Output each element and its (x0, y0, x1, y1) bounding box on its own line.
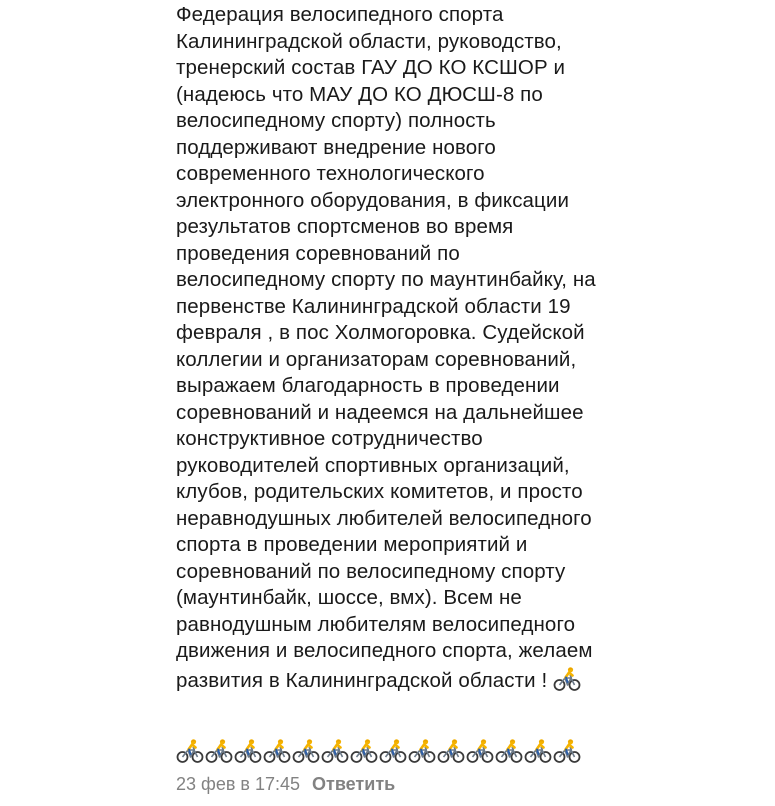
comment-text-line: современного технологического (176, 162, 485, 185)
comment-text-line: Калининградской области, руководство, (176, 29, 562, 53)
comment-text-line: поддерживают внедрение нового (176, 135, 496, 159)
person-mountain-biking-icon (176, 737, 204, 765)
person-mountain-biking-icon (495, 737, 523, 765)
comment-text-line: конструктивное сотрудничество (176, 427, 483, 450)
comment-text-line: соревнований по велосипедному спорту (176, 559, 566, 583)
comment-text-line: (маунтинбайк, шоссе, вмх). Всем не (176, 586, 522, 609)
comment-text-line: Федерация велосипедного спорта (176, 3, 504, 26)
comment-text-line: руководителей спортивных организаций, (176, 453, 570, 477)
comment-text-line: (надеюсь что МАУ ДО КО ДЮСШ-8 по (176, 82, 543, 106)
comment-text (176, 2, 656, 700)
comment-text-line: спорта в проведении мероприятий и (176, 533, 528, 556)
comment-text-line: неравнодушных любителей велосипедного (176, 506, 592, 530)
reply-button[interactable]: Ответить (312, 774, 396, 794)
person-mountain-biking-icon (524, 737, 552, 765)
person-mountain-biking-icon (379, 737, 407, 765)
comment-text-line: равнодушным любителям велосипедного (176, 612, 576, 636)
comment-text-line: велосипедному спорту по маунтинбайку, на (176, 268, 596, 291)
comment-text-line: соревнований и надеемся на дальнейшее (176, 400, 584, 424)
comment-text-line: тренерский состав ГАУ ДО КО КСШОР и (176, 56, 566, 79)
person-mountain-biking-icon (263, 737, 291, 765)
comment-text-line: электронного оборудования, в фиксации (176, 188, 569, 212)
comment-text-line: велосипедному спорту) полность (176, 109, 496, 132)
comment-meta (176, 772, 395, 796)
avatar-gutter (0, 0, 160, 806)
comment-text-line: клубов, родительских комитетов, и просто (176, 480, 583, 503)
person-mountain-biking-icon (553, 665, 581, 701)
person-mountain-biking-icon (408, 737, 436, 765)
person-mountain-biking-icon (350, 737, 378, 765)
person-mountain-biking-icon (553, 737, 581, 765)
comment-text-line: февраля , в пос Холмогоровка. Судейской (176, 321, 585, 344)
person-mountain-biking-icon (292, 737, 320, 765)
comment-text-line: коллегии и организаторам соревнований, (176, 347, 577, 371)
comment-text-line (176, 665, 656, 701)
comment-text-line: проведения соревнований по (176, 241, 460, 265)
person-mountain-biking-icon (321, 737, 349, 765)
comment-text-line: результатов спортсменов во время (176, 215, 514, 238)
person-mountain-biking-icon (466, 737, 494, 765)
comment-text-line: движения и велосипедного спорта, желаем (176, 639, 593, 662)
person-mountain-biking-icon (437, 737, 465, 765)
emoji-row (176, 737, 581, 765)
comment-text-line-text: развития в Калининградской области ! (176, 668, 548, 692)
comment-text-line: выражаем благодарность в проведении (176, 374, 560, 397)
comment-text-line: первенстве Калининградской области 19 (176, 294, 571, 318)
comment-timestamp[interactable]: 23 фев в 17:45 (176, 774, 301, 794)
person-mountain-biking-icon (234, 737, 262, 765)
person-mountain-biking-icon (205, 737, 233, 765)
